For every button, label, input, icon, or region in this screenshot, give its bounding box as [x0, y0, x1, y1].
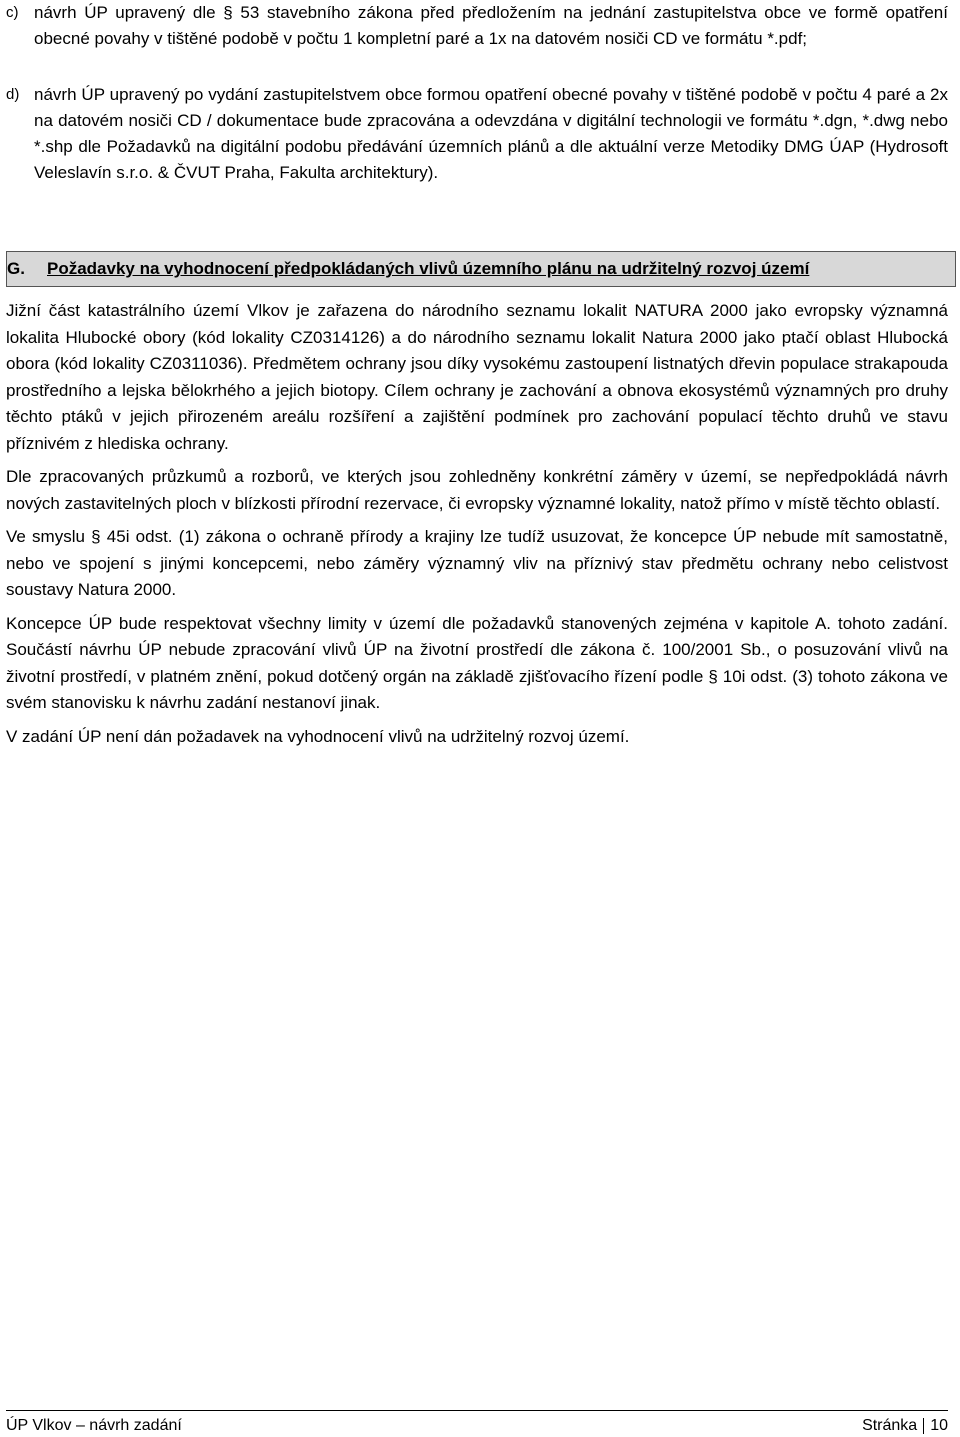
section-body — [6, 298, 948, 757]
section-title: Požadavky na vyhodnocení předpokládaných vlivů územního plánu na udržitelný rozvoj území — [47, 259, 810, 278]
footer-page-number: 10 — [930, 1417, 948, 1434]
list-marker-d: d) — [6, 86, 20, 103]
list-item-c — [6, 0, 948, 52]
list-text-c: návrh ÚP upravený dle § 53 stavebního zákona před předložením na jednání zastupitelstva obce ve formě opatření obecné povahy v tištěné podobě v počtu 1 kompletní paré a 1x na datovém nosiči CD ve formátu *.pdf; — [34, 3, 948, 48]
section-heading-g — [6, 251, 956, 287]
footer-document-title: ÚP Vlkov – návrh zadání — [6, 1417, 182, 1434]
paragraph: Koncepce ÚP bude respektovat všechny limity v území dle požadavků stanovených zejména v kapitole A. tohoto zadání. Součástí návrhu ÚP nebude zpracování vlivů ÚP na životní prostředí dle zákona č. 100/2001 Sb., o posuzování vlivů na životní prostředí, v platném znění, pokud dotčený orgán na základě zjišťovacího řízení podle § 10i odst. (3) tohoto zákona ve svém stanovisku k návrhu zadání nestanoví jinak. — [6, 613, 948, 712]
list-item-d — [6, 82, 948, 186]
list-marker-c: c) — [6, 4, 19, 21]
footer-page-info — [862, 1415, 948, 1437]
paragraph: Ve smyslu § 45i odst. (1) zákona o ochraně přírody a krajiny lze tudíž usuzovat, že koncepce ÚP nebude mít samostatně, nebo ve spojení s jinými koncepcemi, nebo záměry významný vliv na příznivý stav předmětu ochrany nebo celistvost soustavy Natura 2000. — [6, 527, 948, 599]
paragraph: V zadání ÚP není dán požadavek na vyhodnocení vlivů na udržitelný rozvoj území. — [6, 726, 630, 746]
paragraph: Jižní část katastrálního území Vlkov je zařazena do národního seznamu lokalit NATURA 2000 jako evropsky významná lokalita Hlubocké obory (kód lokality CZ0314126) a do národního seznamu lokalit Natura 2000 jako ptačí oblast Hlubocká obora (kód lokality CZ0311036). Předmětem ochrany jsou díky vysokému zastoupení listnatých dřevin populace strakapouda prostředního a lejska bělokrhého a jejich biotopy. Cílem ochrany je zachování a obnova ekosystémů významných pro druhy těchto ptáků v jejich přirozeném areálu rozšíření a zajištění podmínek pro zachování populací těchto druhů ve stavu příznivém z hlediska ochrany. — [6, 301, 948, 453]
section-letter: G. — [7, 259, 25, 278]
footer-separator — [923, 1418, 924, 1434]
page-footer — [6, 1410, 948, 1437]
list-text-d: návrh ÚP upravený po vydání zastupitelstvem obce formou opatření obecné povahy v tištěné podobě v počtu 4 paré a 2x na datovém nosiči CD / dokumentace bude zpracována a odevzdána v digitální technologii ve formátu *.dgn, *.dwg nebo *.shp dle Požadavků na digitální podobu předávání územních plánů a dle aktuální verze Metodiky DMG ÚAP (Hydrosoft Veleslavín s.r.o. & ČVUT Praha, Fakulta architektury). — [34, 85, 948, 182]
footer-page-label: Stránka — [862, 1417, 918, 1434]
paragraph: Dle zpracovaných průzkumů a rozborů, ve kterých jsou zohledněny konkrétní záměry v území, se nepředpokládá návrh nových zastavitelných ploch v blízkosti přírodní rezervace, či evropsky významné lokality, natož přímo v místě těchto oblastí. — [6, 467, 948, 513]
